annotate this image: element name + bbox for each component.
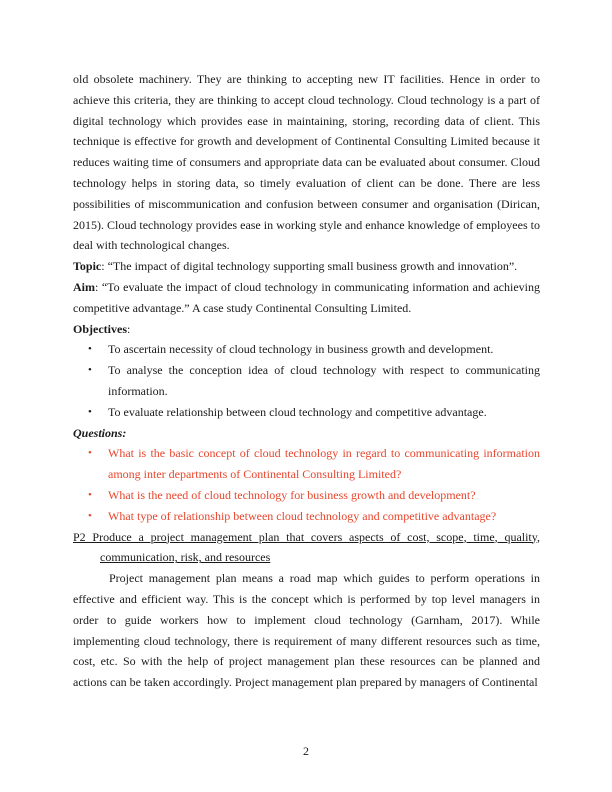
bullet-icon: • — [88, 405, 92, 418]
question-text: What is the basic concept of cloud technology in regard to communicating information among inter departments of Continental Consulting Limited? — [108, 446, 540, 482]
section-paragraph: Project management plan means a road map which guides to perform operations in effective and efficient way. This is the concept which is performed by top level managers in order to guide workers how to implement cloud technology (Garnham, 2017). While implementing cloud technology, there is requirement of many different resources such as time, cost, etc. So with the help of project management plan these resources can be planned and actions can be taken accordingly. Project management plan prepared by managers of Continental — [73, 571, 540, 690]
bullet-icon: • — [88, 447, 92, 460]
aim-line — [73, 277, 540, 319]
objectives-colon: : — [126, 321, 131, 336]
questions-list — [73, 443, 540, 526]
bullet-icon: • — [88, 343, 92, 356]
intro-paragraph: old obsolete machinery. They are thinking to accepting new IT facilities. Hence in order to achieve this criteria, they are thinking to accept cloud technology. Cloud technology is a part of digital technology which provides ease in maintaining, storing, recording data of client. This technique is effective for growth and development of Continental Consulting Limited because it reduces waiting time of consumers and appropriate data can be evaluated about consumer. Cloud technology helps in storing data, so timely evaluation of client can be done. There are less possibilities of miscommunication and confusion between consumer and organisation (Dirican, 2015). Cloud technology provides ease in working style and enhance knowledge of employees to deal with technological changes. — [73, 72, 540, 253]
topic-label: Topic — [73, 259, 102, 274]
question-item — [73, 443, 540, 485]
question-item — [73, 485, 540, 506]
question-item — [73, 506, 540, 527]
objective-text: To evaluate relationship between cloud technology and competitive advantage. — [108, 404, 487, 419]
objectives-label: Objectives — [73, 321, 127, 336]
question-text: What type of relationship between cloud technology and competitive advantage? — [108, 508, 497, 523]
objectives-heading — [73, 319, 540, 340]
objectives-list — [73, 339, 540, 422]
topic-text: : “The impact of digital technology supporting small business growth and innovation”. — [101, 259, 518, 274]
questions-heading — [73, 423, 540, 444]
objective-text: To analyse the conception idea of cloud technology with respect to communicating information. — [108, 363, 540, 398]
objective-item — [73, 402, 540, 423]
page-content — [73, 69, 540, 693]
objective-item — [73, 339, 540, 360]
question-text: What is the need of cloud technology for business growth and development? — [108, 487, 476, 502]
bullet-icon: • — [88, 488, 92, 501]
aim-text: : “To evaluate the impact of cloud technology in communicating information and achieving competitive advantage.” A case study Continental Consulting Limited. — [73, 279, 540, 315]
bullet-icon: • — [88, 509, 92, 522]
page-number: 2 — [303, 744, 309, 758]
bullet-icon: • — [88, 364, 92, 377]
questions-label: Questions: — [73, 425, 127, 440]
objective-item — [73, 360, 540, 402]
topic-line — [73, 256, 540, 277]
aim-label: Aim — [73, 279, 95, 294]
section-heading-p2: P2 Produce a project management plan that covers aspects of cost, scope, time, quality, communication, risk, and resources — [73, 529, 540, 565]
objective-text: To ascertain necessity of cloud technology in business growth and development. — [108, 342, 494, 357]
